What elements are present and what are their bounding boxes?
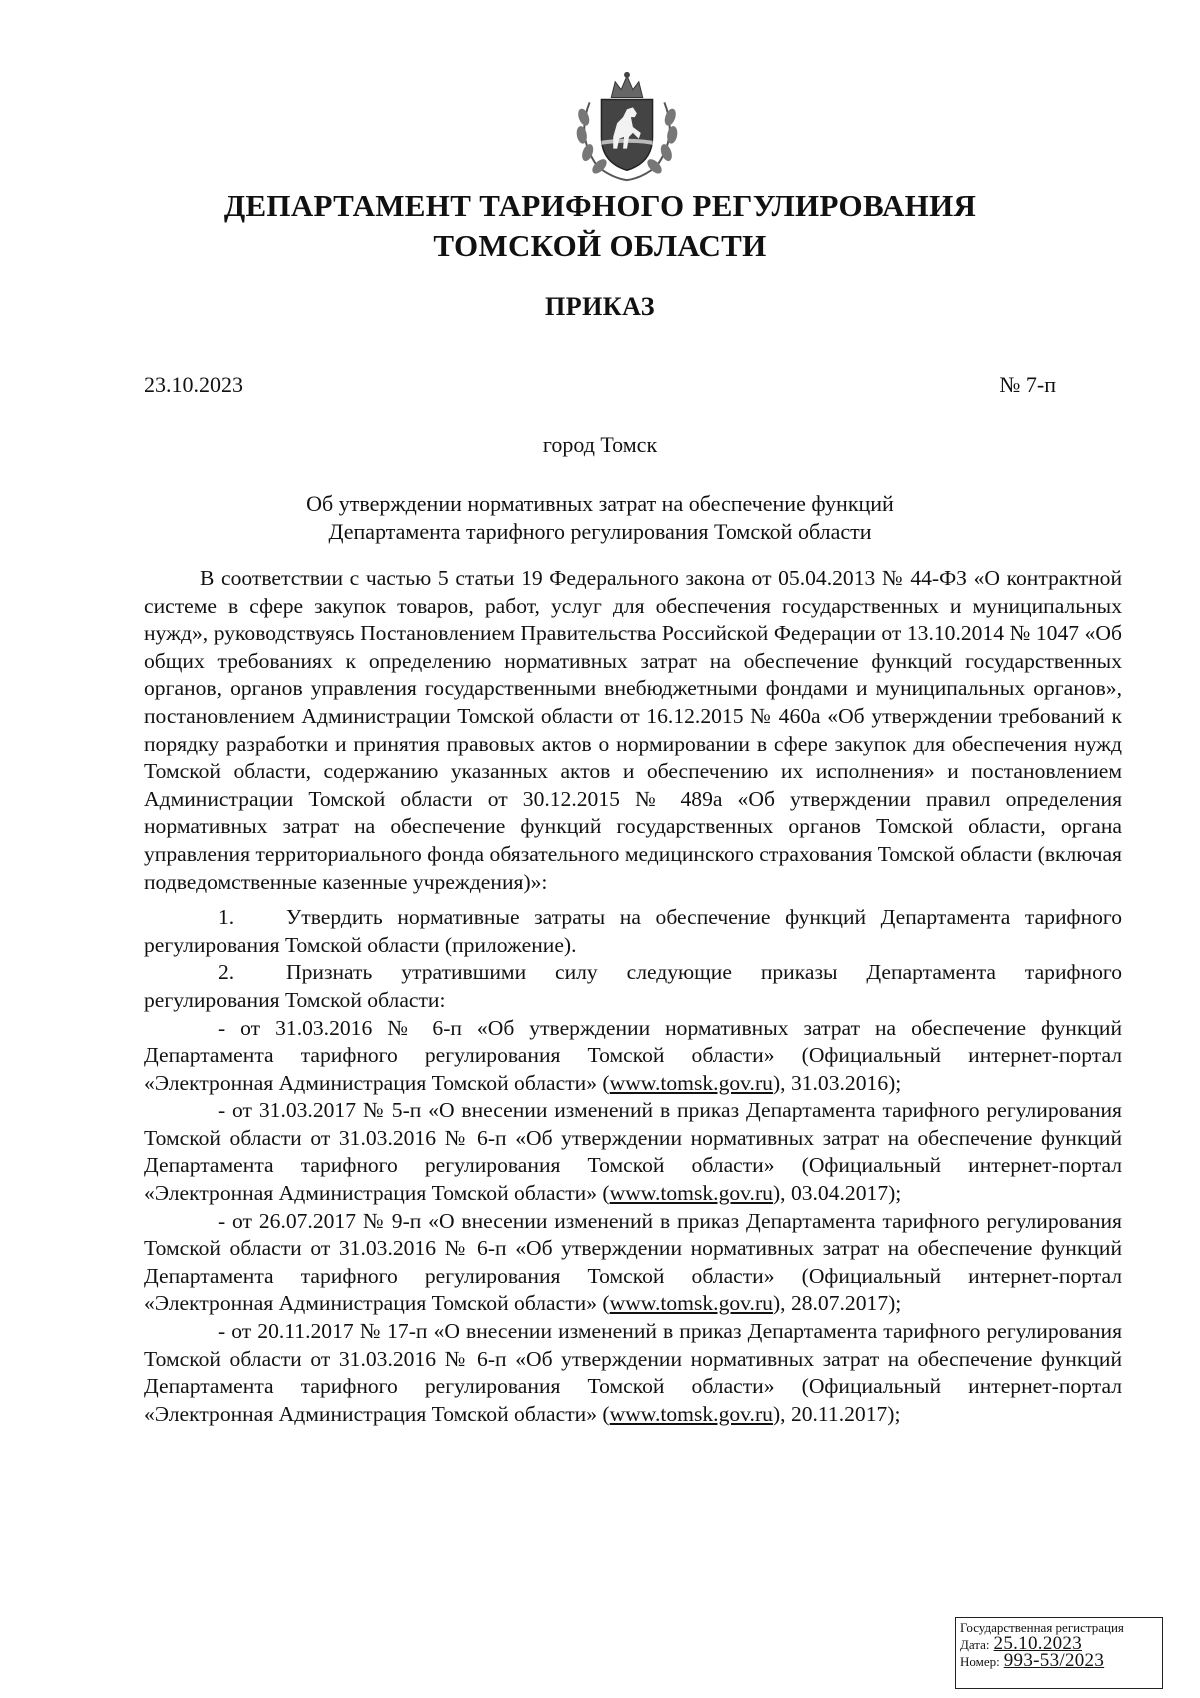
order-body: [144, 565, 1122, 1428]
portal-link[interactable]: www.tomsk.gov.ru: [609, 1291, 773, 1316]
repealed-order-4: - от 20.11.2017 № 17-п «О внесении изменений в приказ Департамента тарифного регулирования Томской области от 31.03.2016 № 6-п «Об утверждении нормативных затрат на обеспечение функций Департамента тарифного регулирования Томской области» (Официальный интернет-портал «Электронная Администрация Томской области» (www.tomsk.gov.ru), 20.11.2017);: [144, 1319, 1122, 1426]
subject-line2: Департамента тарифного регулирования Томской области: [328, 519, 872, 544]
repealed-order-3: - от 26.07.2017 № 9-п «О внесении изменений в приказ Департамента тарифного регулирования Томской области от 31.03.2016 № 6-п «Об утверждении нормативных затрат на обеспечение функций Департамента тарифного регулирования Томской области» (Официальный интернет-портал «Электронная Администрация Томской области» (www.tomsk.gov.ru), 28.07.2017);: [144, 1208, 1122, 1316]
item-2-paragraph: [144, 959, 1122, 1014]
stamp-number-label: Номер:: [960, 1654, 1000, 1669]
repealed-order-1: - от 31.03.2016 № 6-п «Об утверждении нормативных затрат на обеспечение функций Департамента тарифного регулирования Томской области» (Официальный интернет-портал «Электронная Администрация Томской области» (www.tomsk.gov.ru), 31.03.2016);: [144, 1015, 1122, 1095]
order-city: город Томск: [542, 432, 658, 457]
subject-line1: Об утверждении нормативных затрат на обеспечение функций: [306, 491, 894, 516]
item-1-number: 1.: [218, 905, 235, 930]
order-subject: [0, 490, 1200, 546]
portal-link[interactable]: www.tomsk.gov.ru: [609, 1401, 773, 1426]
order-date: 23.10.2023: [144, 372, 243, 397]
order-number: № 7-п: [999, 372, 1056, 397]
item-2-text: Признать утратившими силу следующие приказы Департамента тарифного регулирования Томской области:: [144, 960, 1122, 1012]
stamp-number-value: 993-53/2023: [1003, 1650, 1105, 1671]
repealed-order-2: - от 31.03.2017 № 5-п «О внесении изменений в приказ Департамента тарифного регулирования Томской области от 31.03.2016 № 6-п «Об утверждении нормативных затрат на обеспечение функций Департамента тарифного регулирования Томской области» (Официальный интернет-портал «Электронная Администрация Томской области» (www.tomsk.gov.ru), 03.04.2017);: [144, 1098, 1122, 1206]
tomsk-region-coat-of-arms-icon: [568, 68, 686, 186]
document-type-title: ПРИКАЗ: [544, 292, 656, 321]
item-1-paragraph: [144, 904, 1122, 959]
stamp-date-label: Дата:: [960, 1637, 990, 1652]
preamble-paragraph: В соответствии с частью 5 статьи 19 Федерального закона от 05.04.2013 № 44-ФЗ «О контрактной системе в сфере закупок товаров, работ, услуг для обеспечения государственных и муниципальных нужд», руководствуясь Постановлением Правительства Российской Федерации от 13.10.2014 № 1047 «Об общих требованиях к определению нормативных затрат на обеспечение функций государственных органов, органов управления государственными внебюджетными фондами и муниципальных органов», постановлением Администрации Томской области от 16.12.2015 № 460а «Об утверждении требований к порядку разработки и принятия правовых актов о нормировании в сфере закупок для обеспечения нужд Томской области, содержанию указанных актов и обеспечению их исполнения» и постановлением Администрации Томской области от 30.12.2015 № 489а «Об утверждении правил определения нормативных затрат на обеспечение функций государственных органов Томской области, органа управления территориального фонда обязательного медицинского страхования Томской области (включая подведомственные казенные учреждения)»:: [144, 566, 1122, 894]
registration-stamp: [955, 1617, 1163, 1689]
stamp-title: Государственная регистрация: [960, 1620, 1124, 1635]
portal-link[interactable]: www.tomsk.gov.ru: [609, 1070, 773, 1095]
department-title-line2: ТОМСКОЙ ОБЛАСТИ: [433, 228, 767, 263]
portal-link[interactable]: www.tomsk.gov.ru: [609, 1181, 773, 1206]
stamp-number-row: [960, 1650, 1158, 1671]
item-1-text: Утвердить нормативные затраты на обеспечение функций Департамента тарифного регулирования Томской области (приложение).: [144, 905, 1122, 957]
stamp-date-value: 25.10.2023: [993, 1633, 1083, 1654]
item-2-number: 2.: [218, 960, 235, 985]
department-title-line1: ДЕПАРТАМЕНТ ТАРИФНОГО РЕГУЛИРОВАНИЯ: [223, 188, 977, 223]
